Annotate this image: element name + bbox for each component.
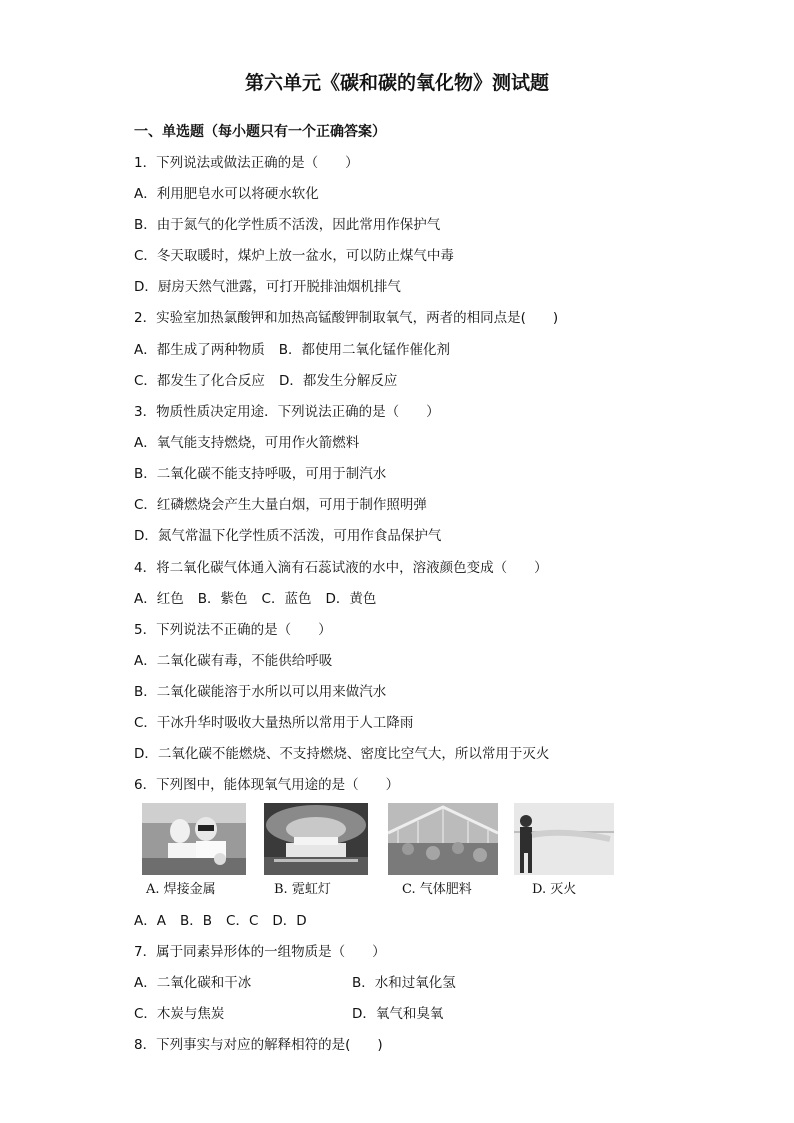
question-6-stem: 6．下列图中，能体现氧气用途的是（ ） xyxy=(134,777,400,793)
section-heading: 一、单选题（每小题只有一个正确答案） xyxy=(134,124,386,140)
greenhouse-photo xyxy=(388,803,498,875)
figure-caption-c: C. 气体肥料 xyxy=(402,882,472,897)
question-5-option-d: D．二氧化碳不能燃烧、不支持燃烧、密度比空气大，所以常用于灭火 xyxy=(134,746,550,762)
question-3-option-d: D．氮气常温下化学性质不活泼，可用作食品保护气 xyxy=(134,528,442,544)
question-3-option-a: A．氧气能支持燃烧，可用作火箭燃料 xyxy=(134,435,360,451)
question-7-option-a: A．二氧化碳和干冰 xyxy=(134,975,252,991)
question-6-options xyxy=(134,909,307,929)
question-4-stem: 4．将二氧化碳气体通入滴有石蕊试液的水中，溶液颜色变成（ ） xyxy=(134,560,548,576)
question-4-option-c: C．蓝色 xyxy=(261,591,312,607)
question-6-option-a: A．A xyxy=(134,913,166,929)
figure-caption-b: B. 霓虹灯 xyxy=(274,882,331,897)
question-3-stem: 3．物质性质决定用途．下列说法正确的是（ ） xyxy=(134,404,440,420)
figure-caption-a: A. 焊接金属 xyxy=(146,882,216,897)
question-1-option-c: C．冬天取暖时，煤炉上放一盆水，可以防止煤气中毒 xyxy=(134,248,454,264)
question-2-option-c: C．都发生了化合反应 xyxy=(134,373,265,389)
question-2-options-ab xyxy=(134,338,450,358)
question-1-stem: 1．下列说法或做法正确的是（ ） xyxy=(134,155,359,171)
question-7-stem: 7．属于同素异形体的一组物质是（ ） xyxy=(134,944,386,960)
question-2-option-b: B．都使用二氧化锰作催化剂 xyxy=(278,342,451,358)
question-8-stem: 8．下列事实与对应的解释相符的是( ) xyxy=(134,1037,383,1053)
question-1-option-b: B．由于氮气的化学性质不活泼，因此常用作保护气 xyxy=(134,217,441,233)
question-1-option-d: D．厨房天然气泄露，可打开脱排油烟机排气 xyxy=(134,279,401,295)
fire-extinguishing-photo xyxy=(514,803,614,875)
question-4-option-a: A．红色 xyxy=(134,591,184,607)
question-5-option-a: A．二氧化碳有毒，不能供给呼吸 xyxy=(134,653,333,669)
question-1-option-a: A．利用肥皂水可以将硬水软化 xyxy=(134,186,319,202)
question-4-options xyxy=(134,587,376,607)
question-7-options-ab xyxy=(134,971,456,991)
neon-light-photo xyxy=(264,803,368,875)
question-2-option-d: D．都发生分解反应 xyxy=(278,373,398,389)
question-4-option-d: D．黄色 xyxy=(325,591,377,607)
question-3-option-c: C．红磷燃烧会产生大量白烟，可用于制作照明弹 xyxy=(134,497,427,513)
page-title: 第六单元《碳和碳的氧化物》测试题 xyxy=(244,72,549,94)
question-6-figures xyxy=(140,803,620,898)
question-4-option-b: B．紫色 xyxy=(197,591,248,607)
question-2-stem: 2．实验室加热氯酸钾和加热高锰酸钾制取氧气，两者的相同点是( ) xyxy=(134,310,559,326)
question-6-option-b: B．B xyxy=(179,913,213,929)
question-5-stem: 5．下列说法不正确的是（ ） xyxy=(134,622,332,638)
question-7-options-cd xyxy=(134,1002,444,1022)
question-5-option-c: C．干冰升华时吸收大量热所以常用于人工降雨 xyxy=(134,715,414,731)
question-7-option-b: B．水和过氧化氢 xyxy=(352,975,456,991)
question-5-option-b: B．二氧化碳能溶于水所以可以用来做汽水 xyxy=(134,684,387,700)
question-2-options-cd xyxy=(134,369,397,389)
question-2-option-a: A．都生成了两种物质 xyxy=(134,342,265,358)
question-3-option-b: B．二氧化碳不能支持呼吸，可用于制汽水 xyxy=(134,466,387,482)
question-6-option-c: C．C xyxy=(226,913,259,929)
question-6-option-d: D．D xyxy=(272,913,307,929)
question-7-option-d: D．氧气和臭氧 xyxy=(352,1006,444,1022)
welding-photo xyxy=(142,803,246,875)
figure-caption-d: D. 灭火 xyxy=(532,882,577,897)
question-7-option-c: C．木炭与焦炭 xyxy=(134,1006,225,1022)
